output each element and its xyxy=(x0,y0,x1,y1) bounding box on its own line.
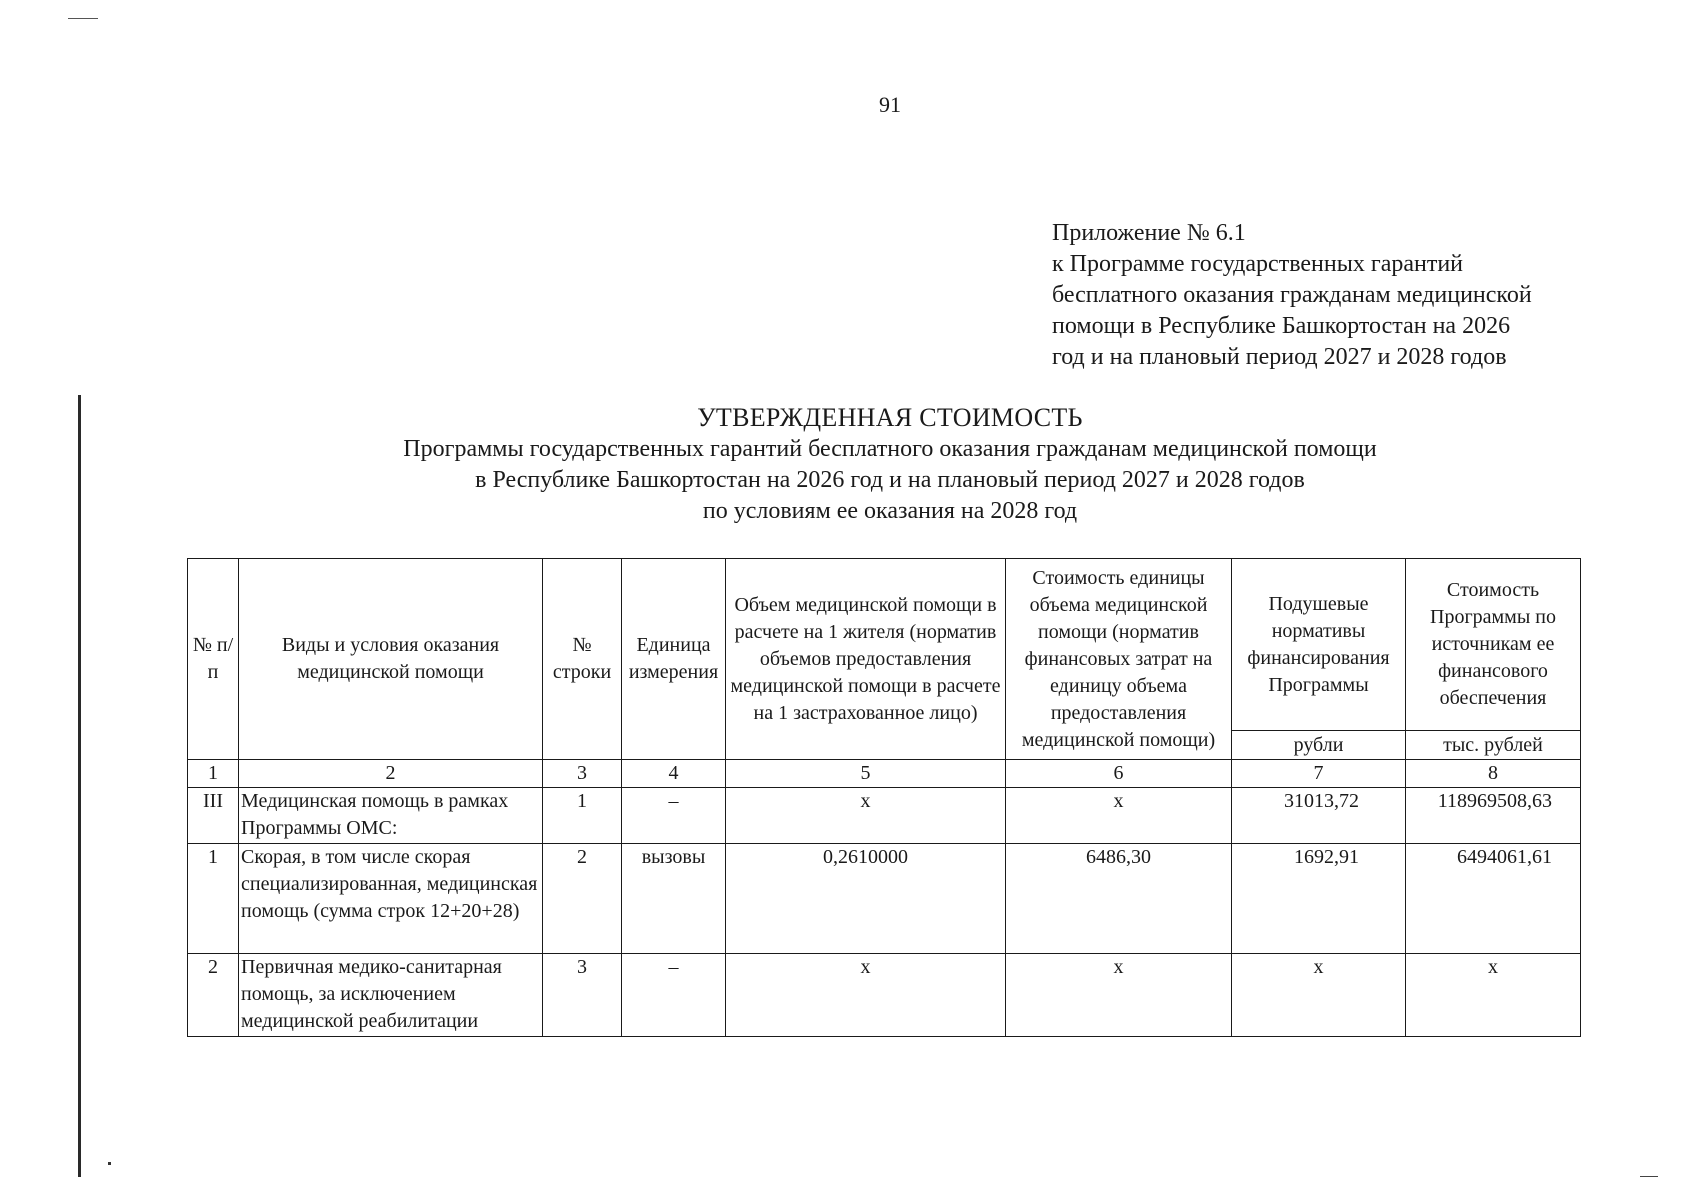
unit-cost-value: х xyxy=(1006,954,1232,1037)
title-main: УТВЕРЖДЕННАЯ СТОИМОСТЬ xyxy=(697,403,1083,432)
appendix-line: к Программе государственных гарантий xyxy=(1052,251,1464,277)
unit-of-measure: вызовы xyxy=(622,844,726,954)
cost-table xyxy=(187,558,1581,1037)
header-unit-cost: Стоимость единицы объема медицинской помощи (норматив финансовых затрат на единицу объема предоставления медицинской помощи) xyxy=(1006,559,1232,760)
program-cost-value: 6494061,61 xyxy=(1406,844,1581,954)
title-line: Программы государственных гарантий бесплатного оказания гражданам медицинской помощи xyxy=(403,436,1377,462)
appendix-line: Приложение № 6.1 xyxy=(1052,220,1246,246)
care-type-name: Скорая, в том числе скорая специализированная, медицинская помощь (сумма строк 12+20+28) xyxy=(239,844,543,954)
unit-of-measure: – xyxy=(622,954,726,1037)
scan-artifact-top xyxy=(68,18,98,19)
program-cost-value: х xyxy=(1406,954,1581,1037)
title-line: в Республике Башкортостан на 2026 год и на плановый период 2027 и 2028 годов xyxy=(475,467,1305,493)
scan-artifact-left-edge xyxy=(78,395,81,1177)
column-number-row xyxy=(188,760,1581,788)
row-number: 1 xyxy=(188,844,239,954)
per-capita-value: 31013,72 xyxy=(1232,788,1406,844)
unit-of-measure: – xyxy=(622,788,726,844)
line-number: 2 xyxy=(543,844,622,954)
unit-cost-value: 6486,30 xyxy=(1006,844,1232,954)
header-row-number: № п/п xyxy=(188,559,239,760)
column-number: 5 xyxy=(726,760,1006,788)
header-volume: Объем медицинской помощи в расчете на 1 жителя (норматив объемов предоставления медицинской помощи в расчете на 1 застрахованное лицо) xyxy=(726,559,1006,760)
header-unit: Единица измерения xyxy=(622,559,726,760)
title-line: по условиям ее оказания на 2028 год xyxy=(702,498,1078,524)
column-number: 3 xyxy=(543,760,622,788)
appendix-line: бесплатного оказания гражданам медицинской xyxy=(1052,282,1532,308)
appendix-reference xyxy=(1052,218,1532,373)
volume-value: х xyxy=(726,788,1006,844)
line-number: 1 xyxy=(543,788,622,844)
appendix-line: помощи в Республике Башкортостан на 2026 xyxy=(1052,313,1511,339)
column-number: 8 xyxy=(1406,760,1581,788)
scan-artifact-dot xyxy=(108,1162,111,1165)
header-unit-rubles: рубли xyxy=(1232,731,1406,760)
table-row xyxy=(188,788,1581,844)
per-capita-value: х xyxy=(1232,954,1406,1037)
line-number: 3 xyxy=(543,954,622,1037)
care-type-name: Медицинская помощь в рамках Программы ОМС: xyxy=(239,788,543,844)
table-row xyxy=(188,844,1581,954)
header-per-capita: Подушевые нормативы финансирования Программы xyxy=(1232,559,1406,731)
unit-cost-value: х xyxy=(1006,788,1232,844)
column-number: 7 xyxy=(1232,760,1406,788)
table-row xyxy=(188,954,1581,1037)
header-unit-thousand-rubles: тыс. рублей xyxy=(1406,731,1581,760)
header-care-type: Виды и условия оказания медицинской помощи xyxy=(239,559,543,760)
volume-value: х xyxy=(726,954,1006,1037)
column-number: 6 xyxy=(1006,760,1232,788)
per-capita-value: 1692,91 xyxy=(1232,844,1406,954)
header-line-number: № строки xyxy=(543,559,622,760)
column-number: 2 xyxy=(239,760,543,788)
row-number: III xyxy=(188,788,239,844)
volume-value: 0,2610000 xyxy=(726,844,1006,954)
program-cost-value: 118969508,63 xyxy=(1406,788,1581,844)
row-number: 2 xyxy=(188,954,239,1037)
appendix-line: год и на плановый период 2027 и 2028 годов xyxy=(1052,344,1507,370)
page-number: 91 xyxy=(879,92,901,117)
scan-artifact-bottom xyxy=(1640,1176,1658,1177)
column-number: 1 xyxy=(188,760,239,788)
care-type-name: Первичная медико-санитарная помощь, за исключением медицинской реабилитации xyxy=(239,954,543,1037)
column-number: 4 xyxy=(622,760,726,788)
document-title xyxy=(330,402,1450,527)
header-program-cost: Стоимость Программы по источникам ее финансового обеспечения xyxy=(1406,559,1581,731)
